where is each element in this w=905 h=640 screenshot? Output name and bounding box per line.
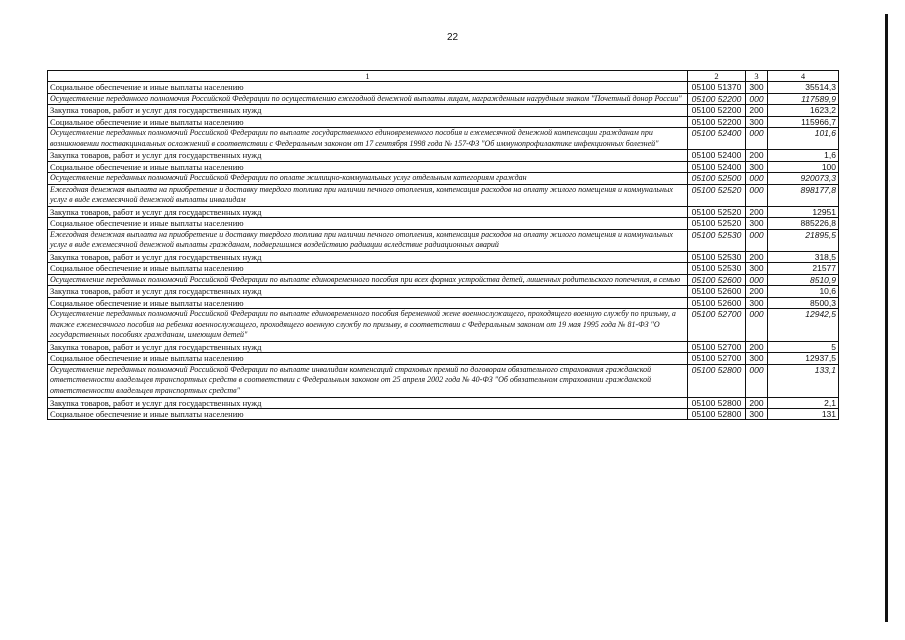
table-row xyxy=(48,184,839,206)
type-cell: 000 xyxy=(746,128,768,150)
type-cell: 000 xyxy=(746,364,768,397)
code-cell: 05100 52600 xyxy=(688,297,746,308)
table-row xyxy=(48,286,839,297)
header-cell-2: 2 xyxy=(688,71,746,82)
description-cell: Социальное обеспечение и иные выплаты населению xyxy=(48,82,688,93)
code-cell: 05100 52200 xyxy=(688,116,746,127)
type-cell: 000 xyxy=(746,93,768,105)
page-number: 22 xyxy=(446,32,459,43)
amount-cell: 885226,8 xyxy=(768,218,839,229)
type-cell: 000 xyxy=(746,229,768,251)
code-cell: 05100 52700 xyxy=(688,309,746,342)
type-cell: 300 xyxy=(746,82,768,93)
description-cell: Закупка товаров, работ и услуг для государственных нужд xyxy=(48,105,688,116)
amount-cell: 5 xyxy=(768,342,839,353)
amount-cell: 12937,5 xyxy=(768,353,839,364)
amount-cell: 21577 xyxy=(768,263,839,274)
amount-cell: 133,1 xyxy=(768,364,839,397)
description-cell: Закупка товаров, работ и услуг для государственных нужд xyxy=(48,150,688,161)
amount-cell: 318,5 xyxy=(768,252,839,263)
code-cell: 05100 52700 xyxy=(688,353,746,364)
description-cell: Закупка товаров, работ и услуг для государственных нужд xyxy=(48,252,688,263)
description-cell: Осуществление переданных полномочий Российской Федерации по выплате единовременного пособия при всех формах устройства детей, лишенных родительского попечения, в семью xyxy=(48,274,688,286)
code-cell: 05100 52530 xyxy=(688,263,746,274)
description-cell: Осуществление переданных полномочий Российской Федерации по выплате государственного единовременного пособия и ежемесячной денежной компенсации гражданам при возникновении поствакцинальных осложнений в соответствии с Федеральным законом от 17 сентября 1998 года № 157-ФЗ "Об иммунопрофилактике инфекционных болезней" xyxy=(48,128,688,150)
margin-bar xyxy=(885,14,888,622)
amount-cell: 2,1 xyxy=(768,397,839,408)
header-cell-3: 3 xyxy=(746,71,768,82)
code-cell: 05100 52200 xyxy=(688,93,746,105)
table-row xyxy=(48,297,839,308)
description-cell: Социальное обеспечение и иные выплаты населению xyxy=(48,409,688,420)
table-row xyxy=(48,218,839,229)
amount-cell: 101,6 xyxy=(768,128,839,150)
amount-cell: 1,6 xyxy=(768,150,839,161)
type-cell: 200 xyxy=(746,397,768,408)
table-row xyxy=(48,207,839,218)
table-row xyxy=(48,263,839,274)
description-cell: Ежегодная денежная выплата на приобретение и доставку твердого топлива при наличии печного отопления, компенсация расходов на оплату жилого помещения и коммунальных услуг в виде ежемесячной денежной выплаты гражданам, подвергшимся воздействию радиации вследствие радиационных аварий xyxy=(48,229,688,251)
description-cell: Социальное обеспечение и иные выплаты населению xyxy=(48,218,688,229)
description-cell: Закупка товаров, работ и услуг для государственных нужд xyxy=(48,342,688,353)
amount-cell: 21895,5 xyxy=(768,229,839,251)
code-cell: 05100 52800 xyxy=(688,364,746,397)
code-cell: 05100 52530 xyxy=(688,252,746,263)
amount-cell: 117589,9 xyxy=(768,93,839,105)
table-row xyxy=(48,342,839,353)
code-cell: 05100 52520 xyxy=(688,207,746,218)
table-row xyxy=(48,309,839,342)
amount-cell: 8500,3 xyxy=(768,297,839,308)
table-row xyxy=(48,409,839,420)
table-row xyxy=(48,364,839,397)
table-row xyxy=(48,229,839,251)
type-cell: 300 xyxy=(746,263,768,274)
table-row xyxy=(48,128,839,150)
amount-cell: 12951 xyxy=(768,207,839,218)
type-cell: 000 xyxy=(746,274,768,286)
amount-cell: 35514,3 xyxy=(768,82,839,93)
code-cell: 05100 52520 xyxy=(688,218,746,229)
amount-cell: 1623,2 xyxy=(768,105,839,116)
table-row xyxy=(48,105,839,116)
table-row xyxy=(48,252,839,263)
type-cell: 200 xyxy=(746,207,768,218)
table-row xyxy=(48,150,839,161)
code-cell: 05100 52800 xyxy=(688,409,746,420)
type-cell: 000 xyxy=(746,173,768,185)
type-cell: 200 xyxy=(746,105,768,116)
description-cell: Осуществление переданных полномочий Российской Федерации по выплате инвалидам компенсаций страховых премий по договорам обязательного страхования гражданской ответственности владельцев транспортных средств в соответствии с Федеральным законом от 25 апреля 2002 года № 40-ФЗ "Об обязательном страховании гражданской ответственности владельцев транспортных средств" xyxy=(48,364,688,397)
amount-cell: 10,6 xyxy=(768,286,839,297)
header-cell-1: 1 xyxy=(48,71,688,82)
table-row xyxy=(48,116,839,127)
amount-cell: 898177,8 xyxy=(768,184,839,206)
description-cell: Осуществление переданных полномочий Российской Федерации по выплате единовременного пособия беременной жене военнослужащего, проходящего военную службу по призыву, а также ежемесячного пособия на ребенка военнослужащего, проходящего военную службу по призыву, в соответствии с Федеральным законом от 19 мая 1995 года № 81-ФЗ "О государственных пособиях гражданам, имеющим детей" xyxy=(48,309,688,342)
header-cell-4: 4 xyxy=(768,71,839,82)
description-cell: Социальное обеспечение и иные выплаты населению xyxy=(48,297,688,308)
type-cell: 300 xyxy=(746,161,768,172)
description-cell: Социальное обеспечение и иные выплаты населению xyxy=(48,116,688,127)
type-cell: 300 xyxy=(746,353,768,364)
table-row xyxy=(48,173,839,185)
amount-cell: 131 xyxy=(768,409,839,420)
type-cell: 200 xyxy=(746,252,768,263)
code-cell: 05100 52520 xyxy=(688,184,746,206)
amount-cell: 115966,7 xyxy=(768,116,839,127)
type-cell: 200 xyxy=(746,286,768,297)
description-cell: Социальное обеспечение и иные выплаты населению xyxy=(48,161,688,172)
amount-cell: 12942,5 xyxy=(768,309,839,342)
code-cell: 05100 52200 xyxy=(688,105,746,116)
type-cell: 300 xyxy=(746,297,768,308)
table-row xyxy=(48,161,839,172)
table-header-row xyxy=(48,71,839,82)
description-cell: Закупка товаров, работ и услуг для государственных нужд xyxy=(48,397,688,408)
description-cell: Социальное обеспечение и иные выплаты населению xyxy=(48,263,688,274)
code-cell: 05100 52700 xyxy=(688,342,746,353)
table-row xyxy=(48,274,839,286)
code-cell: 05100 52600 xyxy=(688,286,746,297)
table-row xyxy=(48,353,839,364)
code-cell: 05100 51370 xyxy=(688,82,746,93)
code-cell: 05100 52530 xyxy=(688,229,746,251)
description-cell: Социальное обеспечение и иные выплаты населению xyxy=(48,353,688,364)
table-row xyxy=(48,82,839,93)
type-cell: 300 xyxy=(746,409,768,420)
amount-cell: 8510,9 xyxy=(768,274,839,286)
code-cell: 05100 52500 xyxy=(688,173,746,185)
code-cell: 05100 52400 xyxy=(688,128,746,150)
description-cell: Ежегодная денежная выплата на приобретение и доставку твердого топлива при наличии печного отопления, компенсация расходов на оплату жилого помещения и коммунальных услуг в виде ежемесячной денежной выплаты инвалидам xyxy=(48,184,688,206)
type-cell: 000 xyxy=(746,184,768,206)
code-cell: 05100 52400 xyxy=(688,150,746,161)
table-row xyxy=(48,93,839,105)
description-cell: Осуществление переданных полномочий Российской Федерации по оплате жилищно-коммунальных услуг отдельным категориям граждан xyxy=(48,173,688,185)
budget-table xyxy=(47,70,839,420)
type-cell: 300 xyxy=(746,218,768,229)
description-cell: Осуществление переданного полномочия Российской Федерации по осуществлению ежегодной денежной выплаты лицам, награжденным нагрудным знаком "Почетный донор России" xyxy=(48,93,688,105)
description-cell: Закупка товаров, работ и услуг для государственных нужд xyxy=(48,286,688,297)
amount-cell: 920073,3 xyxy=(768,173,839,185)
type-cell: 300 xyxy=(746,116,768,127)
amount-cell: 100 xyxy=(768,161,839,172)
description-cell: Закупка товаров, работ и услуг для государственных нужд xyxy=(48,207,688,218)
type-cell: 000 xyxy=(746,309,768,342)
type-cell: 200 xyxy=(746,342,768,353)
table-row xyxy=(48,397,839,408)
code-cell: 05100 52400 xyxy=(688,161,746,172)
code-cell: 05100 52800 xyxy=(688,397,746,408)
code-cell: 05100 52600 xyxy=(688,274,746,286)
type-cell: 200 xyxy=(746,150,768,161)
